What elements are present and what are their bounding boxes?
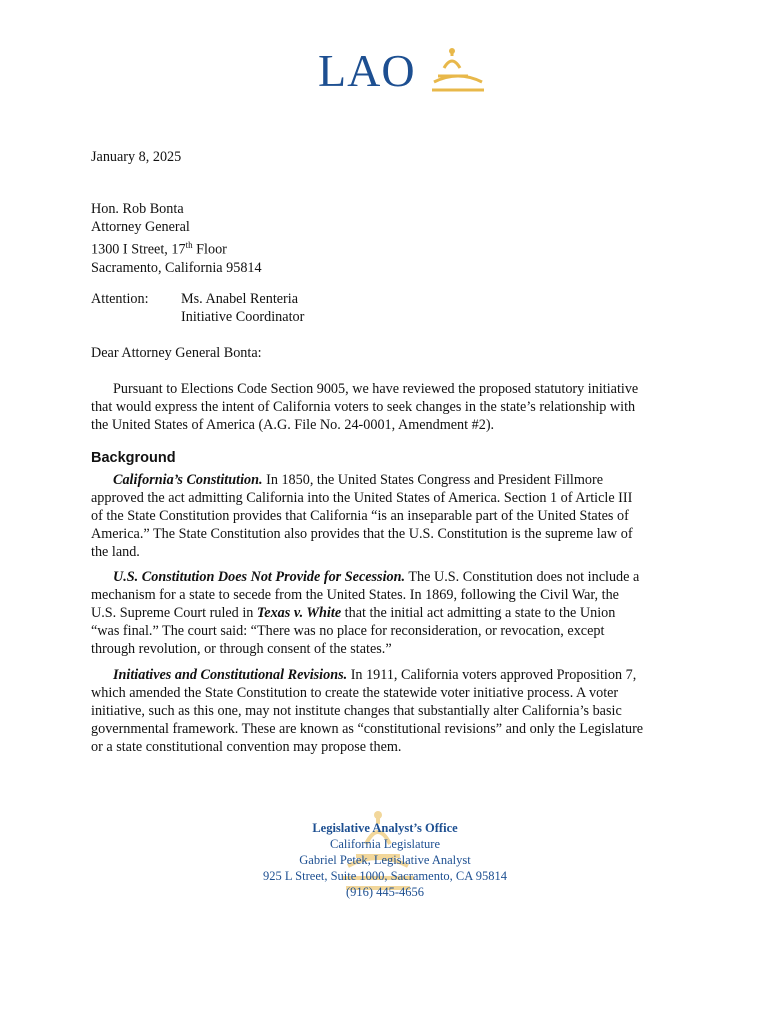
- recipient-title: Attorney General: [91, 219, 190, 235]
- initiatives-line: initiative, such as this one, may not institute changes that substantially alter California’s basic: [91, 703, 622, 719]
- constitution-line: approved the act admitting California into the United States of America. Section 1 of Article III: [91, 490, 633, 506]
- capitol-dome-icon: [428, 46, 486, 96]
- street-superscript: th: [185, 240, 193, 250]
- initiatives-line: governmental framework. These are known as “constitutional revisions” and only the Legislature: [91, 721, 644, 737]
- secession-text: that the initial act admitting a state to the Union: [341, 605, 616, 621]
- salutation: Dear Attorney General Bonta:: [91, 345, 262, 361]
- street-floor: Floor: [192, 241, 227, 258]
- constitution-paragraph: [91, 471, 679, 561]
- initiatives-line: which amended the State Constitution to create the statewide voter initiative process. A voter: [91, 685, 619, 701]
- recipient-city: Sacramento, California 95814: [91, 259, 262, 276]
- intro-line: that would express the intent of California voters to seek changes in the state’s relationship with: [91, 399, 636, 415]
- secession-lead: U.S. Constitution Does Not Provide for Secession.: [113, 569, 406, 585]
- secession-line: through revolution, or through consent of the states.”: [91, 641, 392, 657]
- constitution-first-line: [91, 471, 679, 489]
- secession-line: “was final.” The court said: “There was no place for reconsideration, or revocation, except: [91, 623, 605, 639]
- initiatives-first-line: [91, 666, 679, 684]
- initiatives-paragraph: [91, 666, 679, 756]
- street-text: 1300 I Street, 17: [91, 241, 186, 258]
- constitution-line: America.” The State Constitution also provides that the U.S. Constitution is the supreme law of: [91, 526, 633, 542]
- recipient-street: [91, 236, 679, 259]
- intro-line: Pursuant to Elections Code Section 9005, we have reviewed the proposed statutory initiative: [113, 381, 639, 397]
- recipient-address: [91, 200, 679, 277]
- letter-date: January 8, 2025: [91, 149, 182, 165]
- footer-analyst: Gabriel Petek, Legislative Analyst: [299, 853, 471, 867]
- logo-text: LAO: [318, 45, 416, 96]
- constitution-lead: California’s Constitution.: [113, 472, 263, 488]
- footer-phone: (916) 445-4656: [345, 885, 425, 899]
- recipient-name: Hon. Rob Bonta: [91, 201, 184, 217]
- initiatives-lead: Initiatives and Constitutional Revisions.: [113, 667, 348, 683]
- constitution-first-text: In 1850, the United States Congress and President Fillmore: [262, 472, 604, 488]
- secession-first-text: The U.S. Constitution does not include a: [405, 569, 640, 585]
- initiatives-line: or a state constitutional convention may propose them.: [91, 739, 402, 755]
- attention-name: Ms. Anabel Renteria: [181, 291, 299, 307]
- footer-office: Legislative Analyst’s Office: [312, 821, 458, 835]
- case-name: Texas v. White: [256, 605, 342, 621]
- initiatives-first-text: In 1911, California voters approved Proposition 7,: [347, 667, 637, 683]
- secession-text: U.S. Supreme Court ruled in: [91, 605, 257, 621]
- constitution-line: the land.: [91, 544, 140, 560]
- secession-line: mechanism for a state to secede from the United States. In 1869, following the Civil War, the: [91, 587, 619, 603]
- attention-label: Attention:: [91, 291, 149, 307]
- footer-block: [185, 820, 585, 900]
- lao-logo: [318, 44, 478, 100]
- secession-first-line: [91, 568, 679, 586]
- secession-line: [91, 604, 679, 622]
- background-heading: Background: [91, 450, 176, 466]
- footer-address: 925 L Street, Suite 1000, Sacramento, CA 95814: [263, 869, 507, 883]
- intro-line: the United States of America (A.G. File No. 24-0001, Amendment #2).: [91, 417, 495, 433]
- constitution-line: of the State Constitution provides that California “is an inseparable part of the United States of: [91, 508, 629, 524]
- intro-paragraph: [91, 380, 679, 434]
- footer-legislature: California Legislature: [329, 837, 441, 851]
- attention-role: Initiative Coordinator: [181, 309, 305, 325]
- secession-paragraph: [91, 568, 679, 658]
- attention-block: [181, 290, 304, 326]
